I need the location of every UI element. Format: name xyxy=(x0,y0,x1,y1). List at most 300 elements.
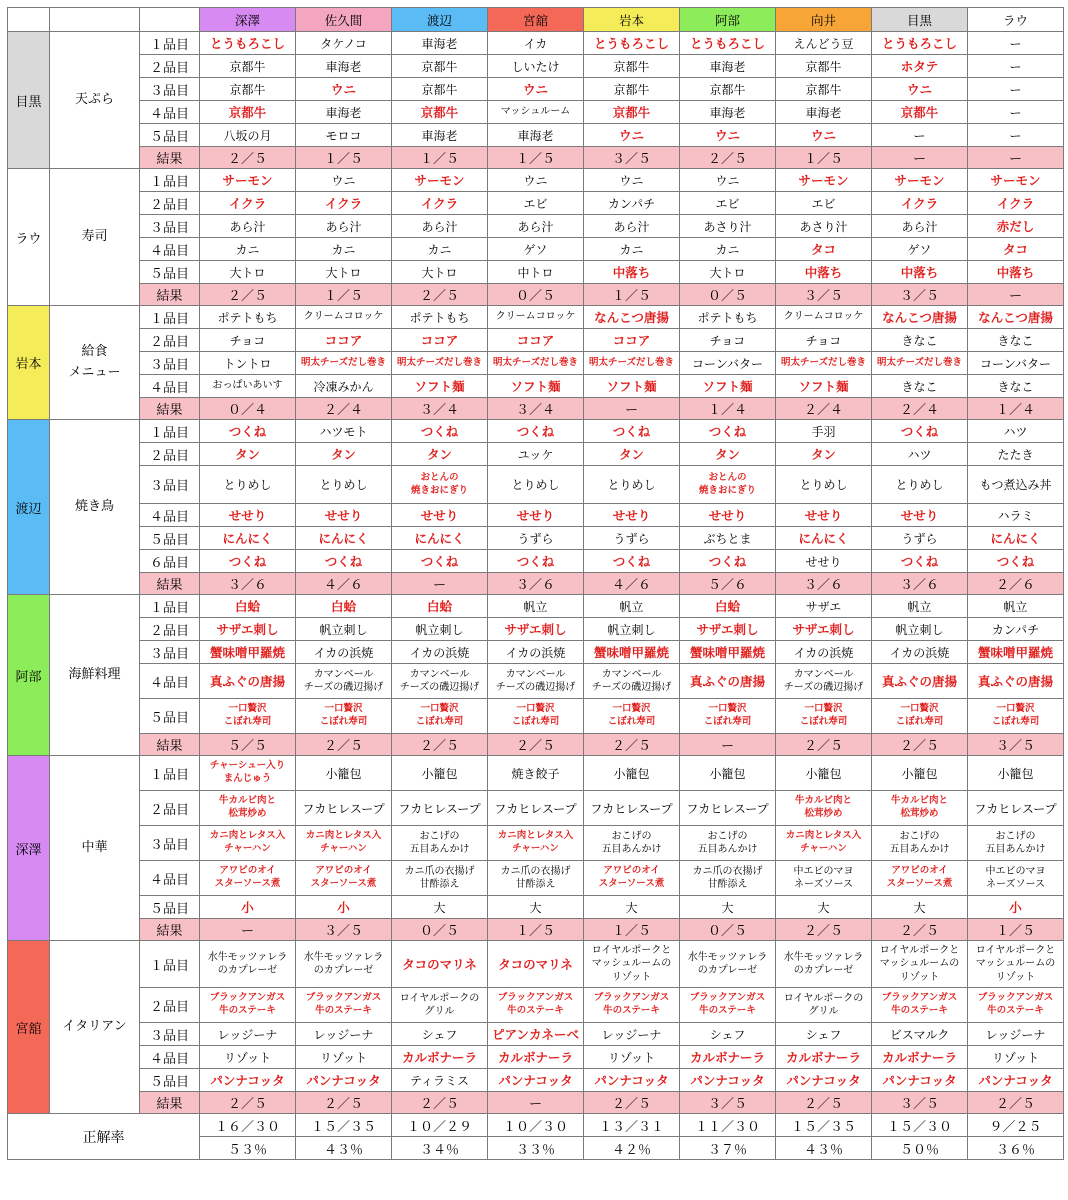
player-header-7: 向井 xyxy=(776,8,872,32)
answer-cell: 一口贅沢 こぼれ寿司 xyxy=(968,699,1064,734)
result-score-cell: ５／６ xyxy=(680,573,776,595)
player-header-8: 目黒 xyxy=(872,8,968,32)
item-number-label: １品目 xyxy=(140,420,200,443)
answer-cell: フカヒレスープ xyxy=(968,791,1064,826)
item-row xyxy=(8,618,1064,641)
answer-cell: 帆立刺し xyxy=(872,618,968,641)
result-score-cell: ー xyxy=(680,734,776,756)
item-number-label: ３品目 xyxy=(140,641,200,664)
result-score-cell: １／５ xyxy=(392,147,488,169)
answer-cell: ポテトもち xyxy=(200,306,296,329)
section-host-cell: 渡辺 xyxy=(8,420,50,595)
answer-cell: せせり xyxy=(488,504,584,527)
total-percent-cell: ５３％ xyxy=(200,1137,296,1160)
answer-cell: チョコ xyxy=(776,329,872,352)
answer-cell: 白蛤 xyxy=(392,595,488,618)
answer-cell: ココア xyxy=(296,329,392,352)
answer-cell: おこげの 五目あんかけ xyxy=(968,826,1064,861)
answer-cell: 手羽 xyxy=(776,420,872,443)
answer-cell: 京都牛 xyxy=(200,55,296,78)
total-fraction-cell: １１／３０ xyxy=(680,1114,776,1137)
answer-cell: 車海老 xyxy=(680,101,776,124)
answer-cell: つくね xyxy=(584,550,680,573)
answer-cell: タコ xyxy=(776,238,872,261)
answer-cell: あら汁 xyxy=(296,215,392,238)
answer-cell: 八坂の月 xyxy=(200,124,296,147)
answer-cell: カマンベール チーズの磯辺揚げ xyxy=(392,664,488,699)
item-row xyxy=(8,169,1064,192)
item-row xyxy=(8,504,1064,527)
answer-cell: 京都牛 xyxy=(584,55,680,78)
result-score-cell: ３／５ xyxy=(872,284,968,306)
answer-cell: ビスマルク xyxy=(872,1023,968,1046)
result-score-cell: ３／５ xyxy=(296,919,392,941)
result-score-cell: ２／５ xyxy=(776,919,872,941)
answer-cell: レッジーナ xyxy=(584,1023,680,1046)
total-percent-cell: ３４％ xyxy=(392,1137,488,1160)
answer-cell: ユッケ xyxy=(488,443,584,466)
item-row xyxy=(8,261,1064,284)
totals-fraction-row xyxy=(8,1114,1064,1137)
player-header-row xyxy=(8,8,1064,32)
answer-cell: 帆立刺し xyxy=(584,618,680,641)
answer-cell: ソフト麺 xyxy=(584,375,680,398)
item-row xyxy=(8,527,1064,550)
answer-cell: きなこ xyxy=(872,329,968,352)
answer-cell: ロイヤルポークの グリル xyxy=(776,988,872,1023)
answer-cell: 牛カルビ肉と 松茸炒め xyxy=(200,791,296,826)
answer-cell: 中エビのマヨ ネーズソース xyxy=(776,861,872,896)
answer-cell: 一口贅沢 こぼれ寿司 xyxy=(872,699,968,734)
item-number-label: ２品目 xyxy=(140,443,200,466)
answer-cell: 真ふぐの唐揚 xyxy=(968,664,1064,699)
answer-cell: フカヒレスープ xyxy=(392,791,488,826)
answer-cell: 帆立 xyxy=(968,595,1064,618)
answer-cell: つくね xyxy=(872,420,968,443)
answer-cell: ロイヤルポークと マッシュルームの リゾット xyxy=(968,941,1064,988)
answer-cell: ソフト麺 xyxy=(488,375,584,398)
item-number-label: １品目 xyxy=(140,32,200,55)
answer-cell: 京都牛 xyxy=(392,101,488,124)
result-row xyxy=(8,573,1064,595)
answer-cell: ウニ xyxy=(680,169,776,192)
result-score-cell: ３／５ xyxy=(872,1092,968,1114)
item-row xyxy=(8,941,1064,988)
answer-cell: フカヒレスープ xyxy=(296,791,392,826)
item-row xyxy=(8,664,1064,699)
result-score-cell: ２／５ xyxy=(584,1092,680,1114)
item-row xyxy=(8,1023,1064,1046)
answer-cell: 京都牛 xyxy=(680,78,776,101)
item-row xyxy=(8,329,1064,352)
answer-cell: とうもろこし xyxy=(872,32,968,55)
answer-cell: 小籠包 xyxy=(680,756,776,791)
answer-cell: イカの浜焼 xyxy=(392,641,488,664)
answer-cell: 蟹味噌甲羅焼 xyxy=(584,641,680,664)
answer-cell: とりめし xyxy=(584,466,680,504)
answer-cell: イクラ xyxy=(200,192,296,215)
answer-cell: シェフ xyxy=(680,1023,776,1046)
result-score-cell: ２／５ xyxy=(584,734,680,756)
answer-cell: イカの浜焼 xyxy=(776,641,872,664)
answer-cell: 一口贅沢 こぼれ寿司 xyxy=(200,699,296,734)
answer-cell: にんにく xyxy=(968,527,1064,550)
player-header-5: 岩本 xyxy=(584,8,680,32)
item-number-label: ４品目 xyxy=(140,861,200,896)
answer-cell: ウニ xyxy=(872,78,968,101)
answer-cell: 車海老 xyxy=(392,32,488,55)
answer-cell: にんにく xyxy=(776,527,872,550)
answer-cell: カルボナーラ xyxy=(392,1046,488,1069)
result-score-cell: ２／４ xyxy=(872,398,968,420)
item-row xyxy=(8,466,1064,504)
answer-cell: ブラックアンガス 牛のステーキ xyxy=(968,988,1064,1023)
answer-cell: 中落ち xyxy=(776,261,872,284)
section-genre-cell xyxy=(50,169,140,306)
answer-cell: とうもろこし xyxy=(200,32,296,55)
item-number-label: ５品目 xyxy=(140,261,200,284)
answer-cell: せせり xyxy=(776,550,872,573)
total-fraction-cell: １６／３０ xyxy=(200,1114,296,1137)
answer-cell: せせり xyxy=(776,504,872,527)
answer-cell: 白蛤 xyxy=(200,595,296,618)
result-score-cell: ２／５ xyxy=(968,1092,1064,1114)
answer-cell: あら汁 xyxy=(872,215,968,238)
answer-cell: せせり xyxy=(584,504,680,527)
total-percent-cell: ４２％ xyxy=(584,1137,680,1160)
item-number-label: １品目 xyxy=(140,595,200,618)
item-number-label: １品目 xyxy=(140,169,200,192)
total-fraction-cell: １５／３５ xyxy=(296,1114,392,1137)
answer-cell: タン xyxy=(776,443,872,466)
answer-cell: きなこ xyxy=(872,375,968,398)
item-number-label: ２品目 xyxy=(140,988,200,1023)
item-number-label: １品目 xyxy=(140,306,200,329)
genre-label-line: 寿司 xyxy=(81,228,108,244)
section-genre-cell xyxy=(50,941,140,1114)
genre-label-line: 天ぷら xyxy=(74,91,114,107)
answer-cell: タン xyxy=(584,443,680,466)
result-score-cell: ２／５ xyxy=(872,734,968,756)
answer-cell: 帆立刺し xyxy=(392,618,488,641)
result-row xyxy=(8,734,1064,756)
answer-cell: 水牛モッツァレラ のカプレーゼ xyxy=(680,941,776,988)
answer-cell: リゾット xyxy=(200,1046,296,1069)
result-score-cell: ー xyxy=(584,398,680,420)
answer-cell: イクラ xyxy=(392,192,488,215)
answer-cell: 京都牛 xyxy=(392,78,488,101)
answer-cell: タン xyxy=(680,443,776,466)
item-row xyxy=(8,988,1064,1023)
player-header-4: 宮舘 xyxy=(488,8,584,32)
total-percent-cell: ３６％ xyxy=(968,1137,1064,1160)
answer-cell: サザエ刺し xyxy=(200,618,296,641)
answer-cell: カニ xyxy=(584,238,680,261)
answer-cell: あら汁 xyxy=(584,215,680,238)
answer-cell: 真ふぐの唐揚 xyxy=(680,664,776,699)
answer-cell: ロイヤルポークの グリル xyxy=(392,988,488,1023)
total-percent-cell: ４３％ xyxy=(296,1137,392,1160)
genre-label-line: 焼き鳥 xyxy=(74,498,114,514)
answer-cell: タコのマリネ xyxy=(488,941,584,988)
answer-cell: つくね xyxy=(488,550,584,573)
item-row xyxy=(8,1069,1064,1092)
answer-cell: あら汁 xyxy=(200,215,296,238)
item-row xyxy=(8,420,1064,443)
item-row xyxy=(8,192,1064,215)
answer-cell: フカヒレスープ xyxy=(488,791,584,826)
answer-cell: 冷凍みかん xyxy=(296,375,392,398)
answer-cell: 明太チーズだし巻き xyxy=(872,352,968,375)
result-score-cell: １／５ xyxy=(488,147,584,169)
answer-cell: うずら xyxy=(584,527,680,550)
result-label: 結果 xyxy=(140,573,200,595)
answer-cell: コーンバター xyxy=(680,352,776,375)
answer-cell: とりめし xyxy=(296,466,392,504)
answer-cell: 蟹味噌甲羅焼 xyxy=(200,641,296,664)
answer-cell: カルボナーラ xyxy=(680,1046,776,1069)
player-header-2: 佐久間 xyxy=(296,8,392,32)
result-score-cell: ー xyxy=(392,573,488,595)
item-row xyxy=(8,375,1064,398)
answer-cell: 一口贅沢 こぼれ寿司 xyxy=(584,699,680,734)
answer-cell: ウニ xyxy=(776,124,872,147)
answer-cell: ゲソ xyxy=(872,238,968,261)
item-number-label: ２品目 xyxy=(140,329,200,352)
answer-cell: 京都牛 xyxy=(584,78,680,101)
answer-cell: 大トロ xyxy=(296,261,392,284)
answer-cell: せせり xyxy=(872,504,968,527)
answer-cell: カニ xyxy=(392,238,488,261)
item-number-label: ４品目 xyxy=(140,504,200,527)
answer-cell: ソフト麺 xyxy=(680,375,776,398)
result-score-cell: ２／６ xyxy=(968,573,1064,595)
answer-cell: ハツモト xyxy=(296,420,392,443)
answer-cell: チョコ xyxy=(200,329,296,352)
answer-cell: 牛カルビ肉と 松茸炒め xyxy=(776,791,872,826)
result-label: 結果 xyxy=(140,284,200,306)
answer-cell: つくね xyxy=(872,550,968,573)
item-number-label: ４品目 xyxy=(140,238,200,261)
answer-cell: レッジーナ xyxy=(200,1023,296,1046)
result-score-cell: ２／５ xyxy=(296,734,392,756)
answer-cell: つくね xyxy=(968,550,1064,573)
total-fraction-cell: ９／２５ xyxy=(968,1114,1064,1137)
answer-cell: カニ肉とレタス入 チャーハン xyxy=(488,826,584,861)
answer-cell: ブラックアンガス 牛のステーキ xyxy=(680,988,776,1023)
answer-cell: サーモン xyxy=(968,169,1064,192)
answer-cell: 京都牛 xyxy=(872,101,968,124)
answer-cell: つくね xyxy=(296,550,392,573)
answer-cell: 一口贅沢 こぼれ寿司 xyxy=(392,699,488,734)
answer-cell: モロコ xyxy=(296,124,392,147)
total-fraction-cell: １５／３５ xyxy=(776,1114,872,1137)
answer-cell: 水牛モッツァレラ のカプレーゼ xyxy=(296,941,392,988)
result-score-cell: ２／５ xyxy=(680,147,776,169)
answer-cell: 蟹味噌甲羅焼 xyxy=(968,641,1064,664)
total-fraction-cell: １５／３０ xyxy=(872,1114,968,1137)
item-row xyxy=(8,78,1064,101)
answer-cell: エビ xyxy=(488,192,584,215)
genre-label-line: 中華 xyxy=(81,839,108,855)
section-genre-cell xyxy=(50,756,140,941)
answer-cell: 中エビのマヨ ネーズソース xyxy=(968,861,1064,896)
answer-cell: ポテトもち xyxy=(680,306,776,329)
answer-cell: にんにく xyxy=(200,527,296,550)
answer-cell: 車海老 xyxy=(488,124,584,147)
total-percent-cell: ４３％ xyxy=(776,1137,872,1160)
item-number-label: ６品目 xyxy=(140,550,200,573)
answer-cell: おっぱいあいす xyxy=(200,375,296,398)
answer-cell: 中落ち xyxy=(872,261,968,284)
answer-cell: えんどう豆 xyxy=(776,32,872,55)
item-row xyxy=(8,595,1064,618)
answer-cell: 白蛤 xyxy=(296,595,392,618)
answer-cell: おこげの 五目あんかけ xyxy=(872,826,968,861)
item-number-label: ５品目 xyxy=(140,1069,200,1092)
item-row xyxy=(8,550,1064,573)
answer-cell: ウニ xyxy=(296,78,392,101)
item-number-label: １品目 xyxy=(140,941,200,988)
corner-empty-cell xyxy=(50,8,140,32)
answer-cell: サーモン xyxy=(392,169,488,192)
answer-cell: 大 xyxy=(776,896,872,919)
answer-cell: 京都牛 xyxy=(776,55,872,78)
answer-cell: つくね xyxy=(680,550,776,573)
answer-cell: おこげの 五目あんかけ xyxy=(680,826,776,861)
answer-cell: イカの浜焼 xyxy=(488,641,584,664)
result-score-cell: ３／６ xyxy=(776,573,872,595)
player-header-6: 阿部 xyxy=(680,8,776,32)
answer-cell: 小籠包 xyxy=(968,756,1064,791)
answer-cell: タン xyxy=(200,443,296,466)
answer-cell: コーンバター xyxy=(968,352,1064,375)
answer-cell: アワビのオイ スターソース煮 xyxy=(200,861,296,896)
answer-cell: レッジーナ xyxy=(968,1023,1064,1046)
result-score-cell: １／４ xyxy=(968,398,1064,420)
item-number-label: ４品目 xyxy=(140,375,200,398)
item-number-label: ２品目 xyxy=(140,55,200,78)
answer-cell: フカヒレスープ xyxy=(680,791,776,826)
answer-cell: イクラ xyxy=(968,192,1064,215)
result-score-cell: ０／５ xyxy=(488,284,584,306)
section-host-cell: 深澤 xyxy=(8,756,50,941)
answer-cell: 大 xyxy=(680,896,776,919)
answer-cell: パンナコッタ xyxy=(584,1069,680,1092)
corner-empty-cell xyxy=(8,8,50,32)
answer-cell: カニ爪の衣揚げ 甘酢添え xyxy=(392,861,488,896)
item-number-label: ４品目 xyxy=(140,101,200,124)
answer-cell: 焼き餃子 xyxy=(488,756,584,791)
answer-cell: ハラミ xyxy=(968,504,1064,527)
answer-cell: たたき xyxy=(968,443,1064,466)
result-score-cell: ー xyxy=(968,147,1064,169)
section-host-cell: 宮舘 xyxy=(8,941,50,1114)
result-score-cell: １／５ xyxy=(968,919,1064,941)
answer-cell: カルボナーラ xyxy=(776,1046,872,1069)
answer-cell: ウニ xyxy=(584,169,680,192)
answer-cell: なんこつ唐揚 xyxy=(968,306,1064,329)
result-score-cell: ３／４ xyxy=(392,398,488,420)
item-row xyxy=(8,826,1064,861)
answer-cell: 蟹味噌甲羅焼 xyxy=(680,641,776,664)
answer-cell: おとんの 焼きおにぎり xyxy=(392,466,488,504)
answer-cell: カニ xyxy=(200,238,296,261)
answer-cell: 一口贅沢 こぼれ寿司 xyxy=(296,699,392,734)
answer-cell: カマンベール チーズの磯辺揚げ xyxy=(296,664,392,699)
answer-cell: うずら xyxy=(872,527,968,550)
answer-cell: マッシュルーム xyxy=(488,101,584,124)
item-number-label: ２品目 xyxy=(140,618,200,641)
item-number-label: ３品目 xyxy=(140,78,200,101)
result-score-cell: ２／４ xyxy=(776,398,872,420)
item-row xyxy=(8,124,1064,147)
answer-cell: 大トロ xyxy=(200,261,296,284)
answer-cell: カニ肉とレタス入 チャーハン xyxy=(200,826,296,861)
answer-cell: せせり xyxy=(392,504,488,527)
answer-cell: ブラックアンガス 牛のステーキ xyxy=(200,988,296,1023)
total-percent-cell: ３３％ xyxy=(488,1137,584,1160)
result-score-cell: ２／５ xyxy=(392,734,488,756)
result-score-cell: ３／６ xyxy=(488,573,584,595)
result-score-cell: １／５ xyxy=(776,147,872,169)
result-score-cell: ０／５ xyxy=(680,284,776,306)
answer-cell: ブラックアンガス 牛のステーキ xyxy=(584,988,680,1023)
answer-cell: 帆立 xyxy=(488,595,584,618)
result-score-cell: ０／４ xyxy=(200,398,296,420)
result-score-cell: ３／４ xyxy=(488,398,584,420)
answer-cell: おこげの 五目あんかけ xyxy=(584,826,680,861)
answer-cell: なんこつ唐揚 xyxy=(872,306,968,329)
answer-cell: 京都牛 xyxy=(200,101,296,124)
result-label: 結果 xyxy=(140,398,200,420)
answer-cell: サーモン xyxy=(200,169,296,192)
answer-cell: とりめし xyxy=(200,466,296,504)
answer-cell: タコのマリネ xyxy=(392,941,488,988)
answer-cell: タコ xyxy=(968,238,1064,261)
answer-cell: タケノコ xyxy=(296,32,392,55)
answer-cell: つくね xyxy=(200,550,296,573)
answer-cell: カルボナーラ xyxy=(872,1046,968,1069)
answer-cell: ウニ xyxy=(680,124,776,147)
item-number-label: ２品目 xyxy=(140,192,200,215)
answer-cell: ソフト麺 xyxy=(776,375,872,398)
result-score-cell: ２／４ xyxy=(296,398,392,420)
answer-cell: つくね xyxy=(200,420,296,443)
answer-cell: 赤だし xyxy=(968,215,1064,238)
answer-cell: パンナコッタ xyxy=(872,1069,968,1092)
answer-cell: ブラックアンガス 牛のステーキ xyxy=(296,988,392,1023)
answer-cell: 帆立 xyxy=(872,595,968,618)
result-score-cell: ３／５ xyxy=(680,1092,776,1114)
answer-cell: 水牛モッツァレラ のカプレーゼ xyxy=(776,941,872,988)
answer-cell: ブラックアンガス 牛のステーキ xyxy=(488,988,584,1023)
answer-cell: 小籠包 xyxy=(296,756,392,791)
item-row xyxy=(8,443,1064,466)
answer-cell: タン xyxy=(296,443,392,466)
result-score-cell: ２／５ xyxy=(200,1092,296,1114)
answer-cell: 車海老 xyxy=(392,124,488,147)
answer-cell: ゲソ xyxy=(488,238,584,261)
answer-cell: 一口贅沢 こぼれ寿司 xyxy=(776,699,872,734)
answer-cell: サーモン xyxy=(872,169,968,192)
answer-cell: ー xyxy=(872,124,968,147)
answer-cell: せせり xyxy=(680,504,776,527)
answer-cell: 京都牛 xyxy=(584,101,680,124)
item-number-label: １品目 xyxy=(140,756,200,791)
answer-cell: うずら xyxy=(488,527,584,550)
result-score-cell: ２／５ xyxy=(776,734,872,756)
